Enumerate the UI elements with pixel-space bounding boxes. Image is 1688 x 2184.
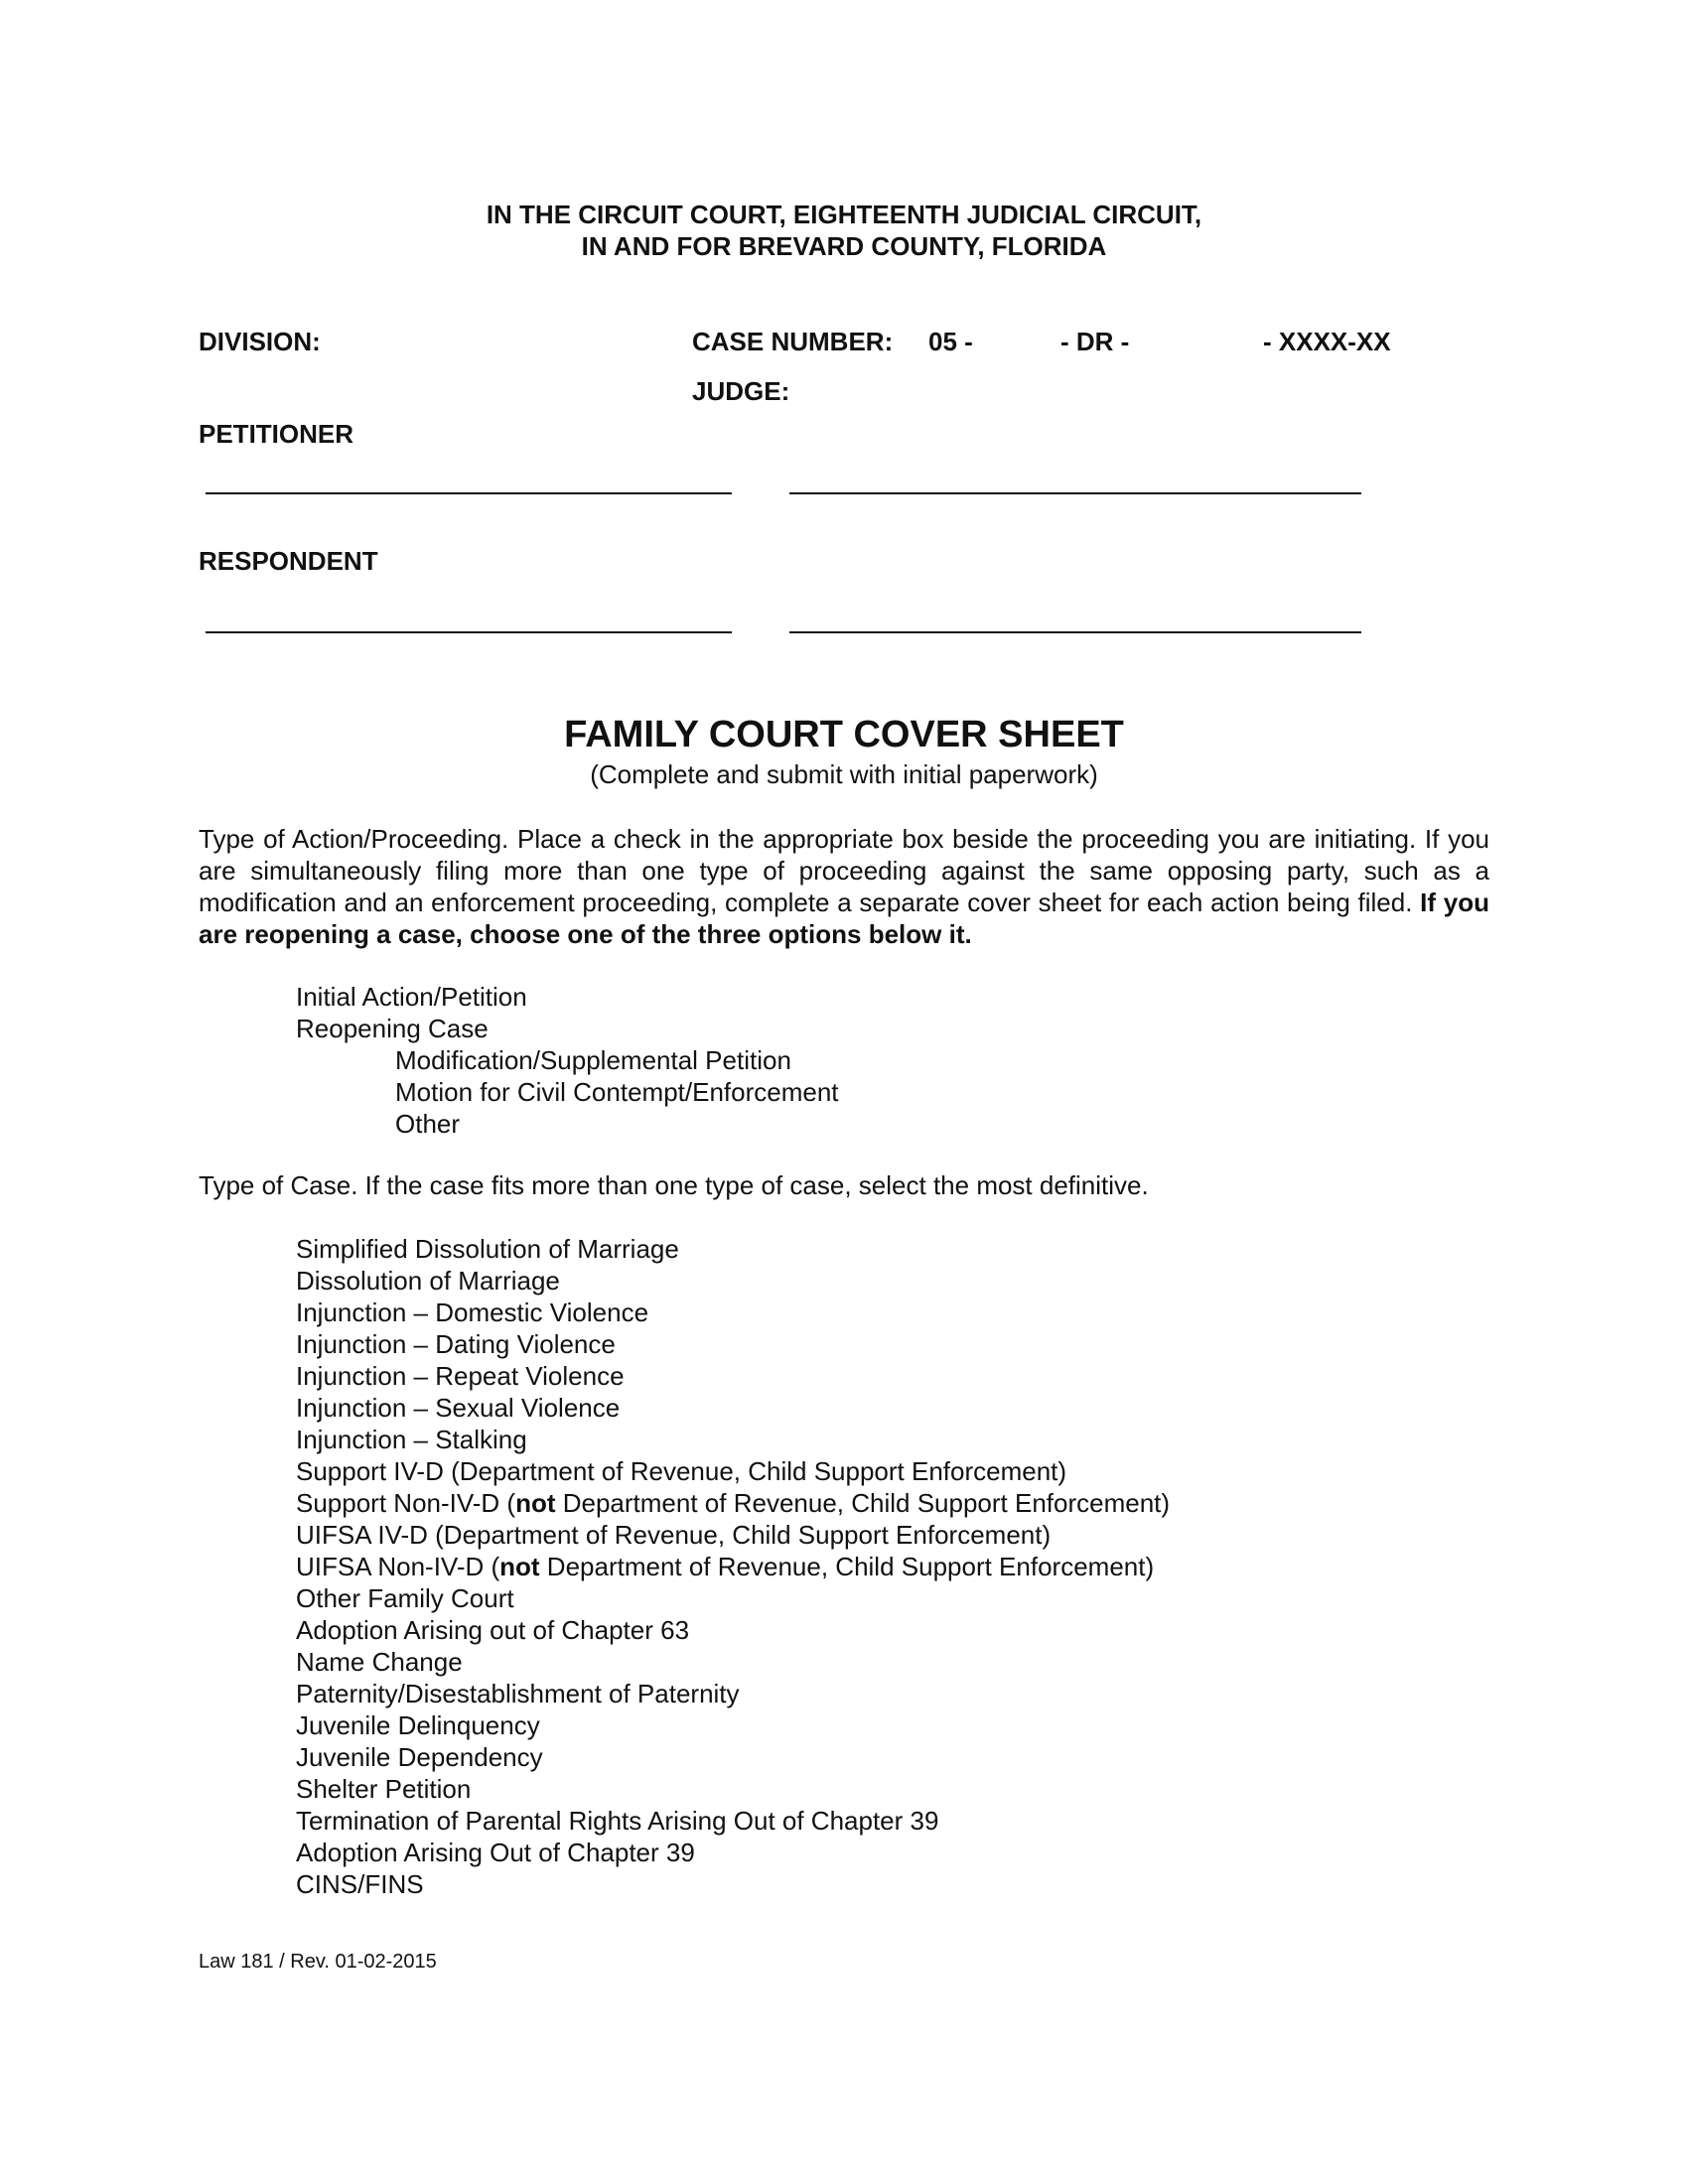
case-number-dr: - DR - — [1060, 327, 1130, 356]
case-type-injunction-domestic[interactable]: Injunction – Domestic Violence — [296, 1297, 649, 1327]
case-type-dissolution[interactable]: Dissolution of Marriage — [296, 1266, 560, 1296]
case-type-paternity[interactable]: Paternity/Disestablishment of Paternity — [296, 1679, 740, 1708]
case-type-uifsa-non-ivd[interactable] — [296, 1551, 1170, 1582]
uifsa-non-ivd-prefix: UIFSA Non-IV-D ( — [296, 1552, 500, 1581]
page-title: FAMILY COURT COVER SHEET — [564, 714, 1124, 755]
action-option-reopening[interactable]: Reopening Case — [296, 1014, 489, 1043]
support-non-ivd-prefix: Support Non-IV-D ( — [296, 1488, 516, 1518]
action-instructions-text: Type of Action/Proceeding. Place a check in the appropriate box beside the proceeding you are initiating. If you are simultaneously filing more than one type of proceeding against the same opposing party, such as a modification and an enforcement proceeding, complete a separate cover sheet for each action being filed. — [199, 824, 1489, 917]
case-type-other-family[interactable]: Other Family Court — [296, 1583, 514, 1613]
respondent-address-line[interactable] — [789, 631, 1361, 633]
page-subtitle: (Complete and submit with initial paperwork) — [590, 759, 1098, 789]
case-type-uifsa-ivd[interactable]: UIFSA IV-D (Department of Revenue, Child Support Enforcement) — [296, 1520, 1052, 1550]
action-option-contempt[interactable]: Motion for Civil Contempt/Enforcement — [395, 1077, 839, 1107]
judge-label: JUDGE: — [692, 376, 790, 406]
case-type-injunction-sexual[interactable]: Injunction – Sexual Violence — [296, 1393, 621, 1423]
case-type-name-change[interactable]: Name Change — [296, 1647, 463, 1677]
action-option-modification[interactable]: Modification/Supplemental Petition — [395, 1045, 791, 1075]
case-type-injunction-dating[interactable]: Injunction – Dating Violence — [296, 1329, 616, 1359]
case-type-juvenile-delinquency[interactable]: Juvenile Delinquency — [296, 1710, 540, 1740]
case-number-suffix: - XXXX-XX — [1263, 327, 1391, 356]
action-option-other[interactable]: Other — [395, 1109, 461, 1139]
action-options-list — [296, 981, 839, 1140]
case-type-support-ivd[interactable]: Support IV-D (Department of Revenue, Child Support Enforcement) — [296, 1456, 1067, 1486]
case-number-prefix: 05 - — [928, 327, 973, 356]
support-non-ivd-rest: Department of Revenue, Child Support Enforcement) — [555, 1488, 1171, 1518]
case-type-termination-rights[interactable]: Termination of Parental Rights Arising Out of Chapter 39 — [296, 1806, 939, 1836]
case-type-instructions: Type of Case. If the case fits more than one type of case, select the most definitive. — [199, 1170, 1149, 1200]
petitioner-name-line[interactable] — [206, 492, 732, 494]
case-type-cins-fins[interactable]: CINS/FINS — [296, 1869, 424, 1899]
action-option-initial[interactable]: Initial Action/Petition — [296, 982, 527, 1012]
case-type-adoption-63[interactable]: Adoption Arising out of Chapter 63 — [296, 1615, 690, 1645]
respondent-label: RESPONDENT — [199, 546, 378, 576]
case-type-shelter-petition[interactable]: Shelter Petition — [296, 1774, 472, 1804]
respondent-name-line[interactable] — [206, 631, 732, 633]
case-type-adoption-39[interactable]: Adoption Arising Out of Chapter 39 — [296, 1838, 695, 1867]
action-instructions-bold: If you are reopening a case, choose one of the three options below it. — [199, 887, 1489, 949]
court-name-line-1: IN THE CIRCUIT COURT, EIGHTEENTH JUDICIAL CIRCUIT, — [486, 200, 1202, 229]
case-type-injunction-repeat[interactable]: Injunction – Repeat Violence — [296, 1361, 625, 1391]
case-type-options-list — [296, 1233, 1170, 1900]
form-id-footer: Law 181 / Rev. 01-02-2015 — [199, 1951, 437, 1973]
support-non-ivd-not: not — [515, 1488, 556, 1518]
court-name-line-2: IN AND FOR BREVARD COUNTY, FLORIDA — [581, 231, 1107, 261]
action-instructions — [199, 823, 1489, 950]
case-type-injunction-stalking[interactable]: Injunction – Stalking — [296, 1425, 527, 1454]
case-type-simplified-dissolution[interactable]: Simplified Dissolution of Marriage — [296, 1234, 679, 1264]
uifsa-non-ivd-rest: Department of Revenue, Child Support Enforcement) — [539, 1552, 1155, 1581]
uifsa-non-ivd-not: not — [499, 1552, 540, 1581]
case-type-support-non-ivd[interactable] — [296, 1487, 1170, 1519]
case-type-juvenile-dependency[interactable]: Juvenile Dependency — [296, 1742, 543, 1772]
petitioner-label: PETITIONER — [199, 419, 354, 449]
division-label: DIVISION: — [199, 327, 321, 356]
case-number-label: CASE NUMBER: — [692, 327, 894, 356]
petitioner-address-line[interactable] — [789, 492, 1361, 494]
